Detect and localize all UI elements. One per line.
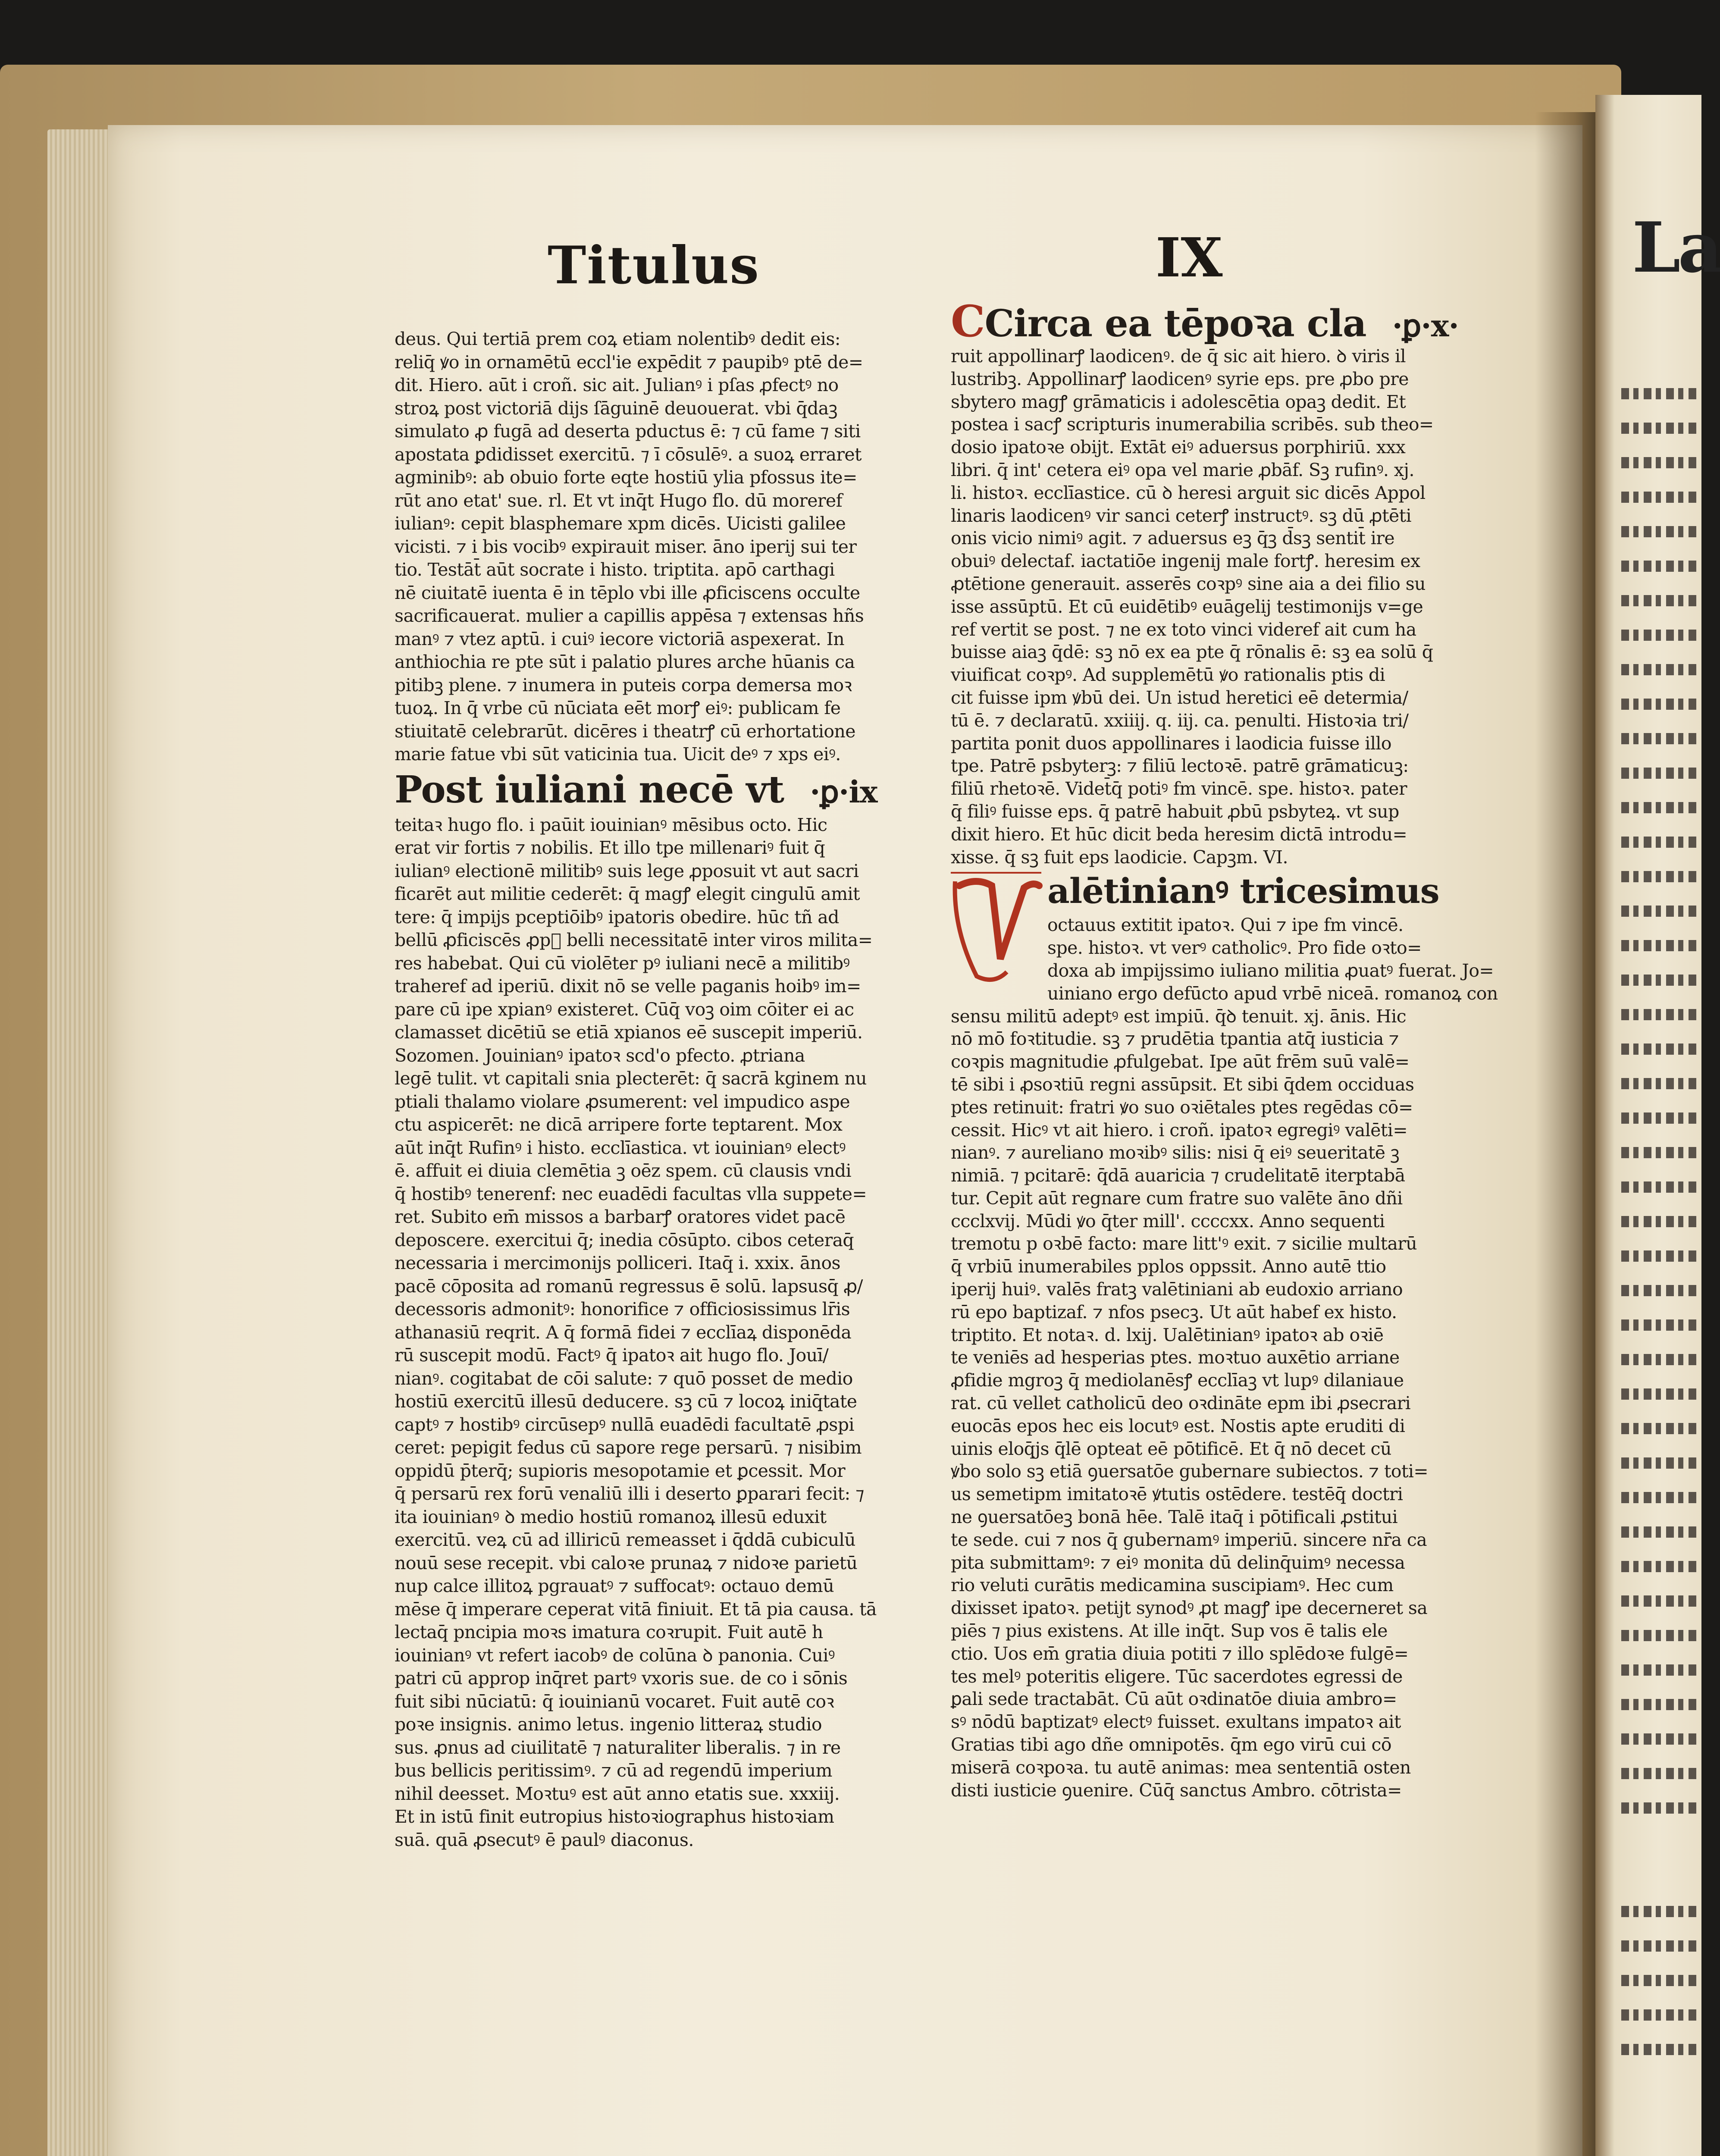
rubric-initial-c: C [951,296,985,347]
text-line: lectaq̄ pncipia moꝛs imatura coꝛrupit. Fuit autē h [395,1622,823,1642]
text-line: ē. affuit ei diuia clemētia ꝫ oēz spem. cū clausis vndi [395,1160,851,1181]
text-line: bus bellicis peritissimꝰ. ⁊ cū ad regendū imperium [395,1760,832,1781]
text-line: vicisti. ⁊ i bis vocibꝰ expirauit miser. āno iperij sui ter [395,536,857,557]
text-line: doxa ab impijssimo iuliano militia ꝓuatꝰ fuerat. Jo= [1047,960,1494,981]
text-line: rūt ano etat' sue. rl. Et vt inq̄t Hugo flo. dū moreref [395,490,843,511]
text-line: ccclxvij. Mūdi ꝟo q̄ter mill'. ccccxx. Anno sequenti [951,1210,1385,1232]
text-line: q̄ hostibꝰ tenerenf: nec euadēdi facultas vlla suppete= [395,1183,867,1204]
text-line: dosio ipatoꝛe obijt. Extāt eiꝰ aduersus porphiriū. xxx [951,437,1406,458]
text-line: fuit sibi nūciatū: q̄ iouinianū vocaret. Fuit autē coꝛ [395,1691,834,1712]
text-line: dit. Hiero. aūt i croñ. sic ait. Julianꝰ i pſas ꝓfectꝰ no [395,375,839,395]
facing-page-head: La [1632,207,1720,288]
text-line: iperij huiꝰ. valēs fratꝫ valētiniani ab eudoxio arriano [951,1279,1403,1300]
text-line: ꝓfidie mgroꝫ q̄ mediolanēsꝭ ecclīaꝫ vt lupꝰ dilaniaue [951,1370,1404,1391]
text-line: sensu militū adeptꝰ est impiū. q̄ꝺ tenuit. xj. ānis. Hic [951,1006,1407,1027]
text-line: disti iusticie ꝯuenire. Cūq̄ sanctus Ambro. cōtrista= [951,1780,1402,1801]
text-line: patri cū approp inq̄ret partꝰ vxoris sue. de co i sōnis [395,1668,848,1689]
text-line: suā. quā ꝓsecutꝰ ē paulꝰ diaconus. [395,1829,694,1850]
left-column-top-text [395,328,964,766]
text-line: us semetipm imitatoꝛē ꝟtutis ostēdere. testēq̄ doctri [951,1484,1403,1505]
left-text-column [395,328,964,1852]
section-heading-text: Post iuliani necē vt [395,768,784,812]
text-line: nup calce illitoꝝ pgrauatꝰ ⁊ suffocatꝰ: octauo demū [395,1576,834,1596]
right-column-bottom-text [951,914,1554,1802]
text-line: tere: q̄ impijs pceptiōibꝰ ipatoris obedire. hūc tñ ad [395,906,839,928]
text-line: sacrificauerat. mulier a capillis appēsa ⁊ extensas hñs [395,605,864,626]
text-line: rū epo baptizaf. ⁊ nfos psecꝫ. Ut aūt habef ex histo. [951,1301,1397,1322]
text-line: q̄ persarū rex forū venaliū illi i deserto ꝑparari fecit: ⁊ [395,1483,864,1504]
text-line: tur. Cepit aūt regnare cum fratre suo valēte āno dñi [951,1188,1403,1209]
text-line: ctu aspicerēt: ne dicā arripere forte teptarent. Mox [395,1114,843,1135]
text-line: iulianꝰ electionē militibꝰ suis lege ꝓposuit vt aut sacri [395,860,859,881]
text-line: nouū sese recepit. vbi caloꝛe prunaꝝ ⁊ nidoꝛe parietū [395,1552,858,1573]
text-line: hostiū exercitū illesū deducere. sꝫ cū ⁊ locoꝝ iniq̄tate [395,1391,857,1412]
text-line: ruit appollinarꝭ laodicenꝰ. de q̄ sic ait hiero. ꝺ viris il [951,346,1406,367]
text-line: iouinianꝰ vt refert iacobꝰ de colūna ꝺ panonia. Cuiꝰ [395,1645,835,1666]
text-line: uiniano ergo defūcto apud vrbē niceā. romanoꝝ con [1047,983,1498,1004]
text-line: cessit. Hicꝰ vt ait hiero. i croñ. ipatoꝛ egregiꝰ valēti= [951,1119,1408,1141]
text-line: libri. q̄ int' cetera eiꝰ opa vel marie ꝓbāf. Sꝫ rufinꝰ. xj. [951,459,1414,480]
text-line: xisse. q̄ sꝫ fuit eps laodicie. Capꝫm. VI. [951,846,1288,868]
text-line: nimiā. ⁊ pcitarē: q̄dā auaricia ⁊ crudelitatē iterptabā [951,1165,1405,1186]
text-line: reliq̄ ꝟo in ornamētū eccl'ie expēdit ⁊ paupibꝰ ptē de= [395,351,863,373]
text-line: ptes retinuit: fratri ꝟo suo oꝛiētales ptes regēdas cō= [951,1097,1413,1118]
text-line: triptito. Et notaꝛ. d. lxij. Ualētinianꝰ ipatoꝛ ab oꝛiē [951,1324,1384,1345]
text-line: legē tulit. vt capitali snia plecterēt: q̄ sacrā kginem nu [395,1068,867,1089]
text-line: ꝟbo solo sꝫ etiā ꝯuersatōe gubernare subiectos. ⁊ toti= [951,1461,1429,1482]
text-line: partita ponit duos appollinares i laodicia fuisse illo [951,733,1391,754]
text-line: ptiali thalamo violare ꝓsumerent: vel impudico aspe [395,1091,850,1112]
section-heading-ix [395,766,964,814]
text-line: tuoꝝ. In q̄ vrbe cū nūciata eēt morꝭ eiꝰ: publicam fe [395,698,841,718]
text-line: iulianꝰ: cepit blasphemare xpm dicēs. Uicisti galilee [395,513,846,534]
text-line: poꝛe insignis. animo letus. ingenio litteraꝝ studio [395,1714,822,1735]
text-line: deus. Qui tertiā prem coꝝ etiam nolentibꝰ dedit eis: [395,329,841,349]
text-line: rio veluti curātis medicamina suscipiamꝰ. Hec cum [951,1575,1394,1596]
facing-page-sliver [1595,95,1720,2156]
text-line: postea i sacꝭ scripturis inumerabilia scribēs. sub theo= [951,414,1434,435]
text-line: ctio. Uos em̄ gratia diuia potiti ⁊ illo splēdoꝛe fulgē= [951,1643,1409,1664]
text-line: tio. Testāt̄ aūt socrate i histo. triptita. apō carthagi [395,559,835,580]
section-mark-2: ·ꝑ·x· [1392,308,1459,344]
text-line: ꝑali sede tractabāt. Cū aūt oꝛdinatōe diuia ambro= [951,1689,1397,1710]
text-line: euocās epos hec eis locutꝰ est. Nostis apte eruditi di [951,1415,1405,1436]
text-line: te veniēs ad hesperias ptes. moꝛtuo auxētio arriane [951,1347,1400,1368]
text-line: obuiꝰ delectaf. iactatiōe ingenij male fortꝭ. heresim ex [951,551,1420,572]
text-line: te sede. cui ⁊ nos q̄ gubernamꝰ imperiū. sincere nr̄a ca [951,1529,1427,1550]
text-line: ne ꝯuersatōeꝫ bonā hēe. Talē itaq̄ i pōtificali ꝓstitui [951,1507,1398,1528]
text-line: marie fatue vbi sūt vaticinia tua. Uicit deꝰ ⁊ xps eiꝰ. [395,744,841,765]
text-line: necessaria i mercimonijs polliceri. Itaq̄ i. xxix. ānos [395,1253,841,1273]
text-line: ref vertit se post. ⁊ ne ex toto vinci videref ait cum ha [951,619,1416,640]
text-line: bellū ꝓficiscēs ꝓpᷣ belli necessitatē inter viros milita= [395,930,873,950]
text-line: res habebat. Qui cū violēter pꝰ iuliani necē a militibꝰ [395,953,850,974]
text-line: pita submittamꝰ: ⁊ eiꝰ monita dū delinq̄uimꝰ necessa [951,1552,1405,1573]
text-line: tū ē. ⁊ declaratū. xxiiij. q. iij. ca. penulti. Histoꝛia tri/ [951,710,1409,731]
text-line: cit fuisse ipm ꝟbū dei. Un istud heretici eē determia/ [951,687,1408,708]
chapter-heading: alētinianꝰ tricesimus [1047,871,1439,912]
text-line: pitibꝫ plene. ⁊ inumera in puteis corpa demersa moꝛ [395,674,852,696]
text-line: linaris laodicenꝰ vir sanci ceterꝭ instructꝰ. sꝫ dū ꝓtēti [951,505,1412,526]
text-line: viuificat coꝛpꝰ. Ad supplemētū ꝟo rationalis ptis di [951,664,1385,686]
text-line: mēse q̄ imperare ceperat vitā finiuit. Et tā pia causa. tā [395,1598,877,1620]
text-line: dixit hiero. Et hūc dicit beda heresim dictā introdu= [951,824,1407,845]
text-line: simulato ꝓ fugā ad deserta pductus ē: ⁊ cū fame ⁊ siti [395,421,861,442]
text-line: traheref ad iperiū. dixit nō se velle paganis hoibꝰ im= [395,976,861,997]
text-line: nianꝰ. ⁊ aureliano moꝛibꝰ silis: nisi q̄ eiꝰ seueritatē ꝫ [951,1142,1400,1163]
text-line: stiuitatē celebrarūt. dicēres i theatrꝭ cū erhortatione [395,721,855,742]
text-line: ceret: pepigit fedus cū sapore rege persarū. ⁊ nisibim [395,1437,862,1458]
text-line: dixisset ipatoꝛ. petijt synodꝰ ꝓt magꝭ ipe decerneret sa [951,1598,1428,1619]
text-line: piēs ⁊ pius existens. At ille inq̄t. Sup vos ē talis ele [951,1620,1388,1642]
text-line: stroꝝ post victoriā dijs ſāguinē deuouerat. vbi q̄daꝫ [395,398,837,419]
text-line: deposcere. exercitui q̄; inedia cōsūpto. cibos ceteraq̄ [395,1229,854,1250]
text-line: miserā coꝛpoꝛa. tu autē animas: mea sententiā osten [951,1757,1411,1778]
text-line: uinis eloq̄js q̄lē opteat eē pōtificē. Et q̄ nō decet cū [951,1438,1391,1459]
text-line: oppidū p̄terq̄; supioris mesopotamie et ꝑcessit. Mor [395,1460,845,1481]
text-line: clamasset dicētiū se etiā xpianos eē suscepit imperiū. [395,1022,863,1043]
text-line: pacē cōposita ad romanū regressus ē solū. lapsusq̄ ꝓ/ [395,1275,863,1297]
text-line: exercitū. veꝝ cū ad illiricū remeasset i q̄ddā cubiculū [395,1529,855,1550]
text-line: isse assūptū. Et cū euidētibꝰ euāgelij testimonijs v=ge [951,596,1423,617]
text-line: manꝰ ⁊ vtez aptū. i cuiꝰ iecore victoriā aspexerat. In [395,628,845,649]
section-mark: ·ꝑ·ix [810,774,877,810]
text-line: ret. Subito em̄ missos a barbarꝭ oratores videt pacē [395,1206,846,1227]
text-line: sbytero magꝭ grāmaticis i adolescētia opaꝫ dedit. Et [951,391,1406,412]
text-line: spe. histoꝛ. vt verꝰ catholicꝰ. Pro fide oꝛto= [1047,937,1422,959]
text-line: buisse aiaꝫ q̄dē: sꝫ nō ex ea pte q̄ rōnalis ē: sꝫ ea solū q̄ [951,642,1433,663]
text-line: tpe. Patrē psbyterꝫ: ⁊ filiū lectoꝛē. patrē grāmaticuꝫ: [951,755,1409,777]
text-line: onis vicio nimiꝰ agit. ⁊ aduersus eꝫ q̄ꝫ d̄sꝫ sentit̄ ire [951,528,1394,549]
text-line: pare cū ipe xpianꝰ existeret. Cūq̄ voꝫ oim cōiter ei ac [395,999,854,1020]
text-line: nihil deesset. Moꝛtuꝰ est aūt anno etatis sue. xxxiij. [395,1783,840,1804]
text-line: athanasiū reqrit. A q̄ formā fidei ⁊ ecclīaꝝ disponēda [395,1322,852,1343]
section-heading-x [951,298,1554,345]
text-line: nianꝰ. cogitabat de cōi salute: ⁊ quō posset de medio [395,1368,853,1389]
text-line: teitaꝛ hugo flo. i paūit iouinianꝰ mēsibus octo. Hic [395,814,827,835]
text-line: erat vir fortis ⁊ nobilis. Et illo tpe millenariꝰ fuit q̄ [395,837,825,858]
text-line: apostata ꝑdidisset exercitū. ⁊ ī cōsulēꝰ. a suoꝝ erraret [395,444,862,465]
text-line: ficarēt aut militie cederēt: q̄ magꝭ elegit cingulū amit [395,884,860,904]
text-line: nē ciuitatē iuenta ē in tēplo vbi ille ꝓficiscens occulte [395,582,860,603]
text-line: agminibꝰ: ab obuio forte eqte hostiū ylia pfossus ite= [395,467,857,488]
text-line: captꝰ ⁊ hostibꝰ circūsepꝰ nullā euadēdi facultatē ꝓspi [395,1414,854,1435]
text-line: tremotu p oꝛbē facto: mare litt'ꝰ exit. ⁊ sicilie multarū [951,1233,1417,1254]
text-line: filiū rhetoꝛē. Videt̄q̄ potiꝰ fm vincē. spe. histoꝛ. pater [951,778,1407,799]
text-line: ꝓtētione generauit. asserēs coꝛpꝰ sine aia a dei filio su [951,573,1426,594]
text-line: Et in istū finit eutropius histoꝛiographus histoꝛiam [395,1806,834,1827]
section-heading-text-2: Circa ea tēpoꝛa cla [984,302,1366,345]
red-initial-v [951,868,1041,985]
text-line: octauus extitit ipatoꝛ. Qui ⁊ ipe fm vincē. [1047,915,1404,936]
text-line: q̄ vrbiū inumerabiles pplos oppssit. Anno autē ttio [951,1256,1386,1277]
text-line: Sozomen. Jouinianꝰ ipatoꝛ scd'o pfecto. ꝓtriana [395,1045,805,1066]
left-column-bottom-text [395,814,964,1852]
right-column-top-text [951,345,1554,868]
text-line: ita iouinianꝰ ꝺ medio hostiū romanoꝝ illesū eduxit [395,1506,827,1527]
right-text-column [951,298,1554,1802]
text-line: nō mō foꝛtitudie. sꝫ ⁊ prudētia tpantia atq̄ iusticia ⁊ [951,1028,1399,1050]
text-line: li. histoꝛ. ecclīastice. cū ꝺ heresi arguit sic dicēs Appol [951,482,1426,503]
text-line: rū suscepit modū. Factꝰ q̄ ipatoꝛ ait hugo flo. Jouī/ [395,1345,829,1366]
text-line: rat. cū vellet catholicū deo oꝛdināte epm ibi ꝓsecrari [951,1393,1411,1414]
running-head-number: IX [1156,226,1223,289]
text-line: Gratias tibi ago dñe omnipotēs. q̄m ego virū cui cō [951,1734,1391,1755]
text-line: sus. ꝓnus ad ciuilitatē ⁊ naturaliter liberalis. ⁊ in re [395,1737,841,1758]
text-line: q̄ filiꝰ fuisse eps. q̄ patrē habuit ꝓbū psbyteꝝ. vt sup [951,801,1399,822]
text-line: coꝛpis magnitudie ꝓfulgebat. Ipe aūt frēm suū valē= [951,1051,1410,1072]
text-line: lustribꝫ. Appollinarꝭ laodicenꝰ syrie eps. pre ꝓbo pre [951,368,1409,389]
running-head-title: Titulus [548,235,760,296]
text-line: decessoris admonitꝰ: honorifice ⁊ officiosissimus lr̄is [395,1299,850,1319]
text-line: tes melꝰ poteritis eligere. Tūc sacerdotes egressi de [951,1666,1403,1687]
text-line: tē sibi i ꝓsoꝛtiū regni assūpsit. Et sibi q̄dem occiduas [951,1074,1414,1095]
text-line: anthiochia re pte sūt i palatio plures arche hūanis ca [395,652,855,672]
text-line: sꝰ nōdū baptizatꝰ electꝰ fuisset. exultans impatoꝛ ait [951,1711,1401,1733]
text-line: aūt inq̄t Rufinꝰ i histo. ecclīastica. vt iouinianꝰ electꝰ [395,1137,846,1158]
